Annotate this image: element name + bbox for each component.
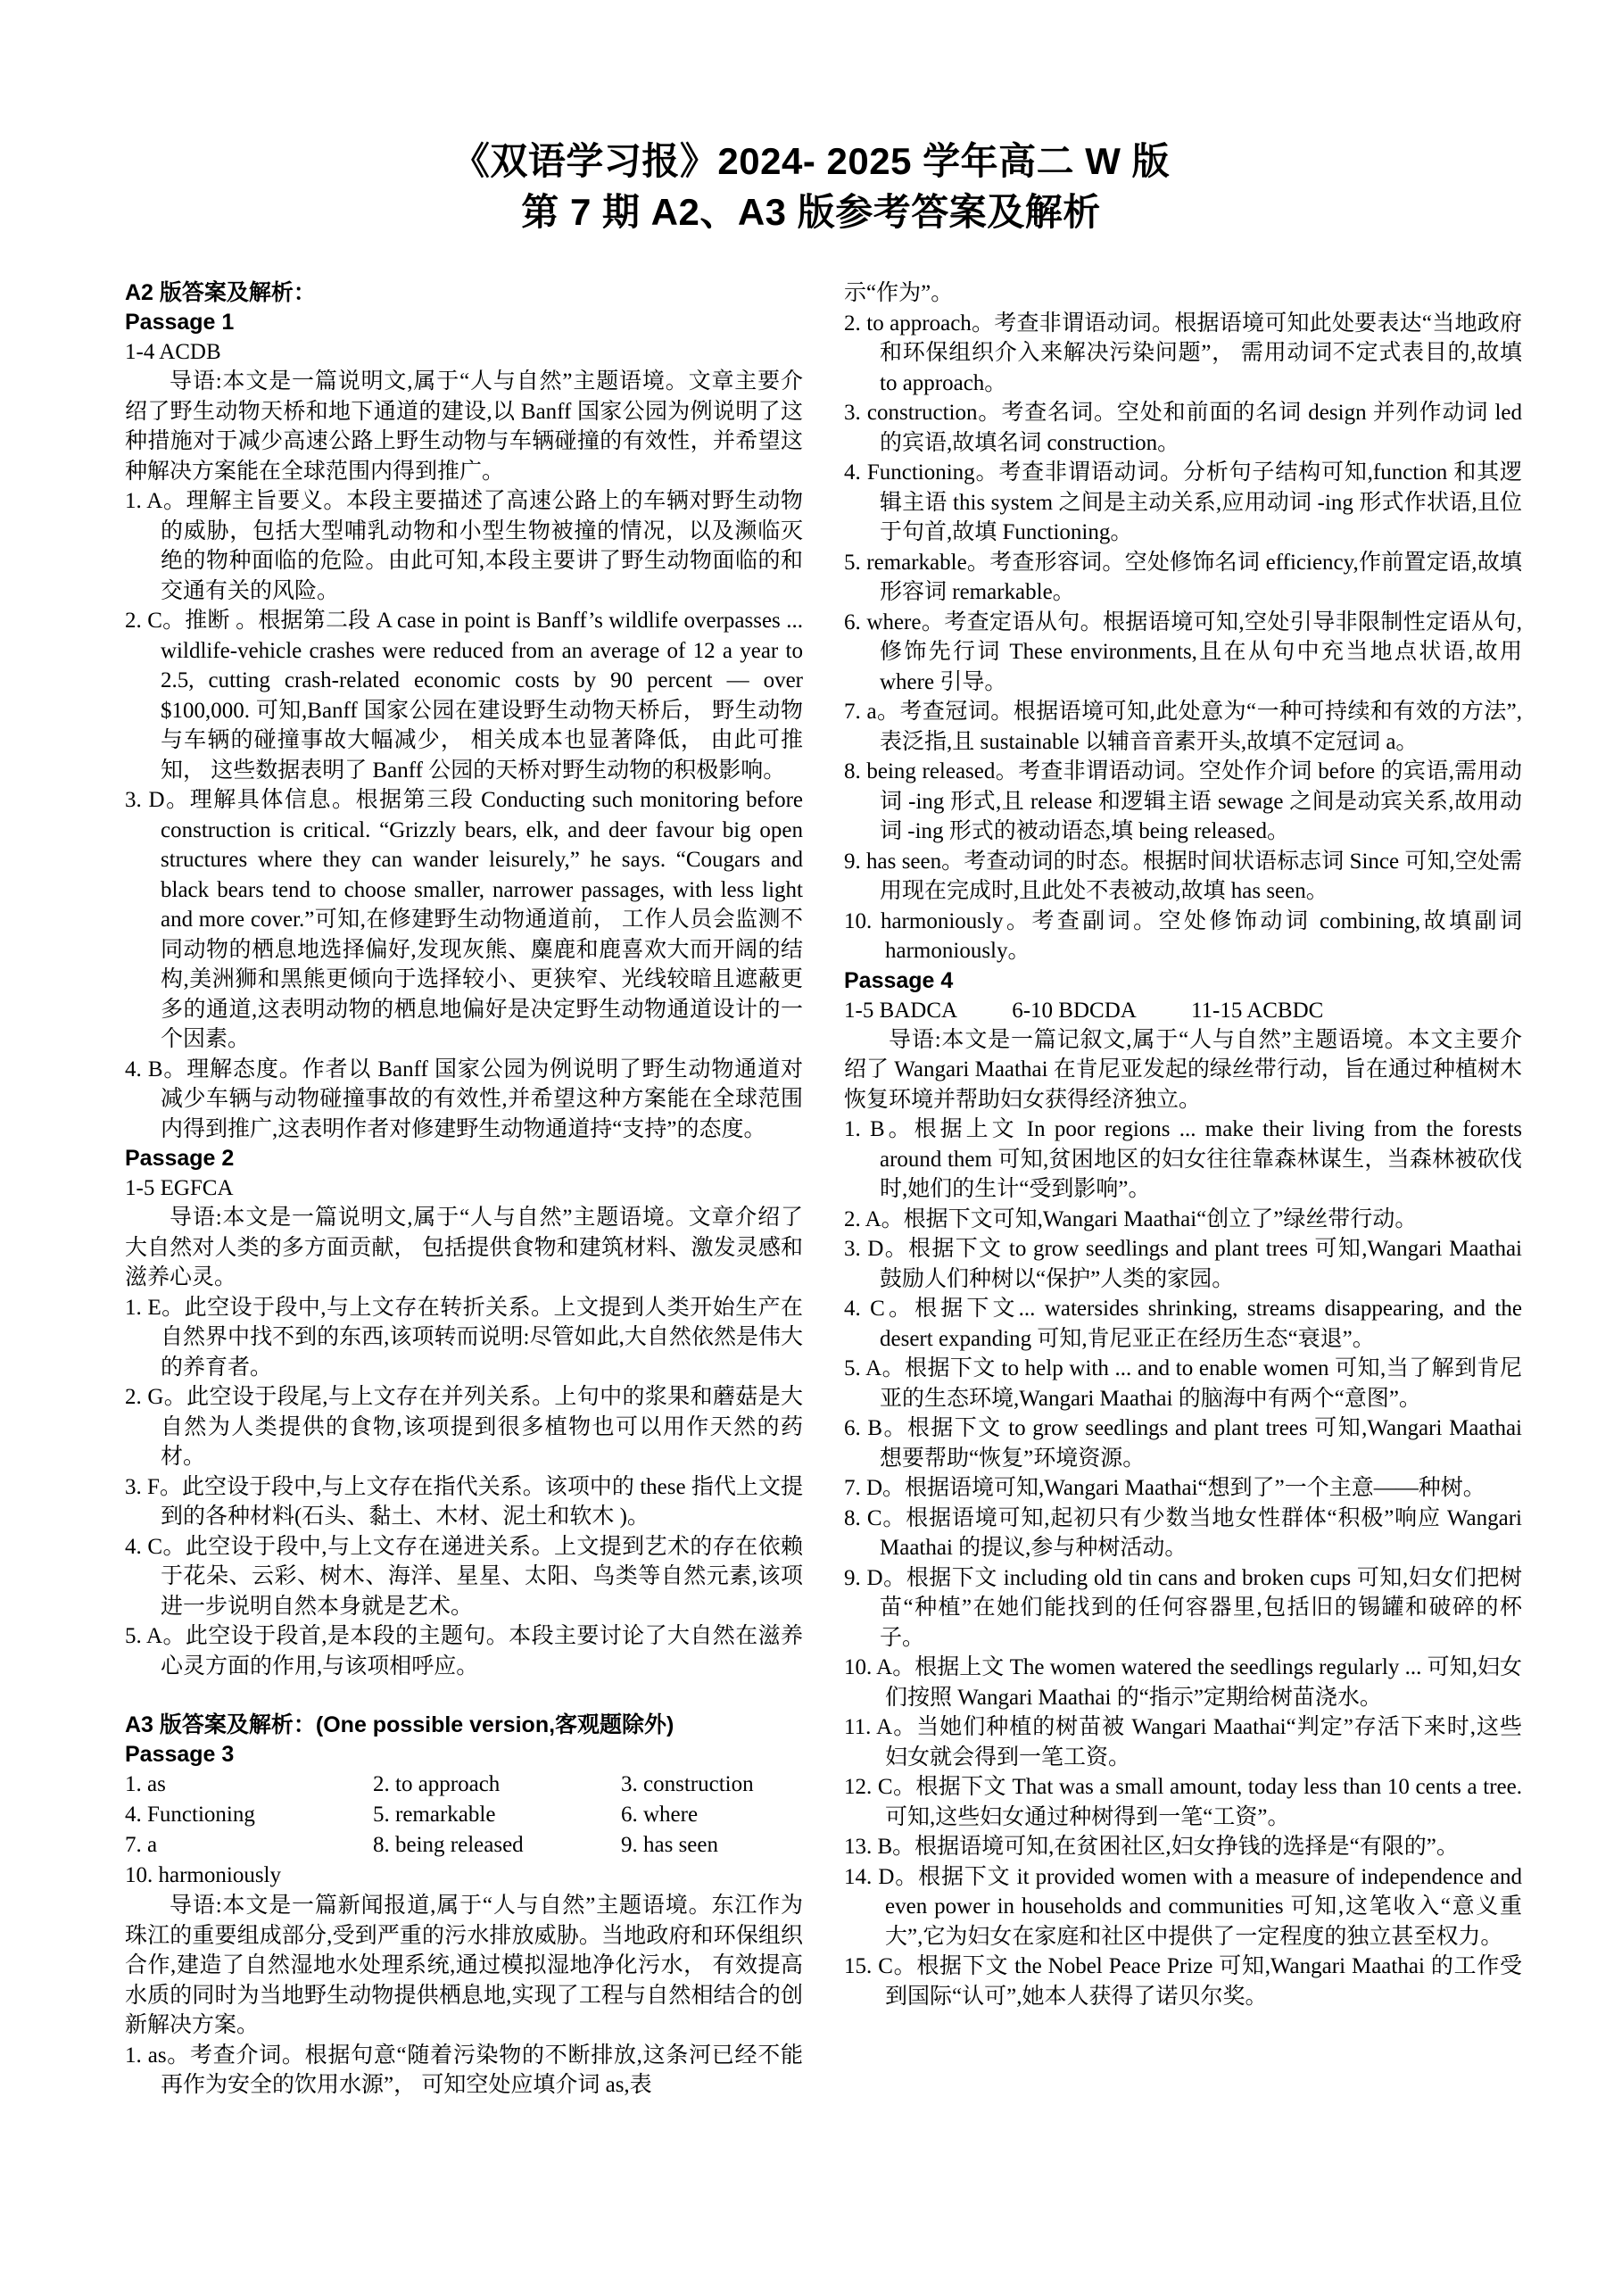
passage-4-item-10: 10. A。根据上文 The women watered the seedlings regularly ... 可知,妇女们按照 Wangari Maathai 的“指示”定期给树苗浇水。 bbox=[844, 1655, 1522, 1710]
passage-1-item-1: 1. A。理解主旨要义。本段主要描述了高速公路上的车辆对野生动物的威胁，包括大型哺乳动物和小型生物被撞的情况，以及濒临灭绝的物种面临的危险。由此可知,本段主要讲了野生动物面临的和交通有关的风险。 bbox=[125, 489, 803, 603]
passage-2-answer-key: 1-5 EGFCA bbox=[125, 1176, 234, 1200]
passage-4-answer-key-3: 11-15 ACBDC bbox=[1190, 998, 1324, 1023]
passage-2-item-4: 4. C。此空设于段中,与上文存在递进关系。上文提到艺术的存在依赖于花朵、云彩、树木、海洋、星星、太阳、鸟类等自然元素,该项进一步说明自然本身就是艺术。 bbox=[125, 1534, 803, 1619]
document-title bbox=[0, 0, 1622, 246]
section-divider-space bbox=[125, 1681, 803, 1711]
passage-4-lead: 导语:本文是一篇记叙文,属于“人与自然”主题语境。本文主要介绍了 Wangari Maathai 在肯尼亚发起的绿丝带行动，旨在通过种植树木恢复环境并帮助妇女获得经济独立。 bbox=[844, 1027, 1522, 1112]
passage-3-heading: Passage 3 bbox=[125, 1742, 235, 1767]
passage-4-item-6: 6. B。根据下文 to grow seedlings and plant trees 可知,Wangari Maathai 想要帮助“恢复”环境资源。 bbox=[844, 1416, 1522, 1471]
passage-4-answer-key-2: 6-10 BDCDA bbox=[1012, 998, 1136, 1023]
two-column-body bbox=[0, 278, 1622, 2101]
passage-3-blank-7: 7. a bbox=[125, 1833, 158, 1857]
passage-3-lead: 导语:本文是一篇新闻报道,属于“人与自然”主题语境。东江作为珠江的重要组成部分,受到严重的污水排放威胁。当地政府和环保组织合作,建造了自然湿地水处理系统,通过模拟湿地净化污水， 有效提高水质的同时为当地野生动物提供栖息地,实现了工程与自然相结合的创新解决方案。 bbox=[125, 1894, 803, 2037]
passage-3-item-3: 3. construction。考查名词。空处和前面的名词 design 并列作动词 led 的宾语,故填名词 construction。 bbox=[844, 401, 1522, 455]
passage-4-item-8: 8. C。根据语境可知,起初只有少数当地女性群体“积极”响应 Wangari Maathai 的提议,参与种树活动。 bbox=[844, 1505, 1522, 1560]
passage-4-item-2: 2. A。根据下文可知,Wangari Maathai“创立了”绿丝带行动。 bbox=[844, 1206, 1418, 1231]
passage-4-heading: Passage 4 bbox=[844, 967, 954, 993]
passage-3-blank-9: 9. has seen bbox=[621, 1833, 718, 1857]
passage-3-blank-6: 6. where bbox=[621, 1803, 699, 1827]
right-column bbox=[844, 278, 1522, 2101]
a3-section-heading: A3 版答案及解析：(One possible version,客观题除外) bbox=[125, 1712, 674, 1737]
passage-4-item-9: 9. D。根据下文 including old tin cans and broken cups 可知,妇女们把树苗“种植”在她们能找到的任何容器里,包括旧的锡罐和破碎的杯子。 bbox=[844, 1565, 1522, 1650]
passage-2-item-3: 3. F。此空设于段中,与上文存在指代关系。该项中的 these 指代上文提到的各种材料(石头、黏土、木材、泥土和软木 )。 bbox=[125, 1474, 803, 1529]
title-line-1: 《双语学习报》2024- 2025 学年高二 W 版 bbox=[451, 140, 1171, 182]
left-column bbox=[125, 278, 803, 2101]
passage-4-item-3: 3. D。根据下文 to grow seedlings and plant trees 可知,Wangari Maathai 鼓励人们种树以“保护”人类的家园。 bbox=[844, 1237, 1522, 1291]
passage-4-item-15: 15. C。根据下文 the Nobel Peace Prize 可知,Wangari Maathai 的工作受到国际“认可”,她本人获得了诺贝尔奖。 bbox=[844, 1954, 1522, 2009]
passage-3-blank-answers bbox=[125, 1770, 803, 1891]
passage-4-item-1: 1. B。根据上文 In poor regions ... make their living from the forests around them 可知,贫困地区的妇女往往靠森林谋生，当森林被砍伐时,她们的生计“受到影响”。 bbox=[844, 1117, 1522, 1201]
passage-2-item-2: 2. G。此空设于段尾,与上文存在并列关系。上句中的浆果和蘑菇是大自然为人类提供的食物,该项提到很多植物也可以用作天然的药材。 bbox=[125, 1385, 803, 1469]
passage-3-blank-3: 3. construction bbox=[621, 1772, 754, 1796]
passage-2-item-5: 5. A。此空设于段首,是本段的主题句。本段主要讨论了大自然在滋养心灵方面的作用,与该项相呼应。 bbox=[125, 1624, 803, 1678]
passage-4-item-11: 11. A。当她们种植的树苗被 Wangari Maathai“判定”存活下来时,这些妇女就会得到一笔工资。 bbox=[844, 1715, 1522, 1770]
passage-3-item-10: 10. harmoniously。考查副词。空处修饰动词 combining,故填副词 harmoniously。 bbox=[844, 908, 1522, 963]
passage-4-item-4: 4. C。根据下文... watersides shrinking, streams disappearing, and the desert expanding 可知,肯尼亚正在经历生态“衰退”。 bbox=[844, 1297, 1522, 1351]
passage-2-lead: 导语:本文是一篇说明文,属于“人与自然”主题语境。文章介绍了大自然对人类的多方面贡献， 包括提供食物和建筑材料、激发灵感和滋养心灵。 bbox=[125, 1206, 803, 1289]
a2-section-heading: A2 版答案及解析： bbox=[125, 280, 316, 305]
passage-3-blank-2: 2. to approach bbox=[373, 1772, 501, 1796]
passage-3-item-1-continued: 示“作为”。 bbox=[844, 281, 954, 305]
passage-1-lead: 导语:本文是一篇说明文,属于“人与自然”主题语境。文章主要介绍了野生动物天桥和地下通道的建设,以 Banff 国家公园为例说明了这种措施对于减少高速公路上野生动物与车辆碰撞的有效性，并希望这种解决方案能在全球范围内得到推广。 bbox=[125, 369, 803, 484]
passage-3-item-7: 7. a。考查冠词。根据语境可知,此处意为“一种可持续和有效的方法”,表泛指,且 sustainable 以辅音音素开头,故填不定冠词 a。 bbox=[844, 700, 1522, 754]
passage-2-item-1: 1. E。此空设于段中,与上文存在转折关系。上文提到人类开始生产在自然界中找不到的东西,该项转而说明:尽管如此,大自然依然是伟大的养育者。 bbox=[125, 1295, 803, 1380]
passage-4-item-13: 13. B。根据语境可知,在贫困社区,妇女挣钱的选择是“有限的”。 bbox=[844, 1835, 1459, 1859]
passage-4-answer-keys bbox=[844, 996, 1522, 1025]
title-line-2: 第 7 期 A2、A3 版参考答案及解析 bbox=[521, 191, 1101, 233]
passage-3-item-9: 9. has seen。考查动词的时态。根据时间状语标志词 Since 可知,空处需用现在完成时,且此处不表被动,故填 has seen。 bbox=[844, 849, 1522, 903]
passage-4-item-12: 12. C。根据下文 That was a small amount, today less than 10 cents a tree.可知,这些妇女通过种树得到一笔“工资”。 bbox=[844, 1775, 1522, 1829]
passage-2-heading: Passage 2 bbox=[125, 1146, 235, 1171]
passage-4-item-7: 7. D。根据语境可知,Wangari Maathai“想到了”一个主意——种树。 bbox=[844, 1476, 1485, 1500]
passage-3-item-8: 8. being released。考查非谓语动词。空处作介词 before 的宾语,需用动词 -ing 形式,且 release 和逻辑主语 sewage 之间是动宾关系,故用动词 -ing 形式的被动语态,填 being released。 bbox=[844, 759, 1522, 843]
passage-1-item-3: 3. D。理解具体信息。根据第三段 Conducting such monitoring before construction is critical. “Grizzly bears, elk, and deer favour big open structures where they can wander leisurely,” he says. “Cougars and black bears tend to choose smaller, narrower passages, with less light and more cover.”可知,在修建野生动物通道前， 工作人员会监测不同动物的栖息地选择偏好,发现灰熊、麋鹿和鹿喜欢大而开阔的结构,美洲狮和黑熊更倾向于选择较小、更狭窄、光线较暗且遮蔽更多的通道,这表明动物的栖息地偏好是决定野生动物通道设计的一个因素。 bbox=[125, 788, 803, 1051]
passage-4-item-14: 14. D。根据下文 it provided women with a measure of independence and even power in households and communities 可知,这笔收入“意义重大”,它为妇女在家庭和社区中提供了一定程度的独立甚至权力。 bbox=[844, 1864, 1522, 1949]
passage-4-item-5: 5. A。根据下文 to help with ... and to enable women 可知,当了解到肯尼亚的生态环境,Wangari Maathai 的脑海中有两个“意图”。 bbox=[844, 1356, 1522, 1411]
passage-1-item-4: 4. B。理解态度。作者以 Banff 国家公园为例说明了野生动物通道对减少车辆与动物碰撞事故的有效性,并希望这种方案能在全球范围内得到推广,这表明作者对修建野生动物通道持“支持”的态度。 bbox=[125, 1057, 803, 1141]
passage-1-answer-key: 1-4 ACDB bbox=[125, 340, 221, 364]
passage-4-answer-key-1: 1-5 BADCA bbox=[844, 998, 956, 1023]
passage-3-blank-5: 5. remarkable bbox=[373, 1803, 496, 1827]
passage-3-blank-8: 8. being released bbox=[373, 1833, 524, 1857]
passage-3-blank-1: 1. as bbox=[125, 1772, 166, 1796]
passage-3-item-1: 1. as。考查介词。根据句意“随着污染物的不断排放,这条河已经不能再作为安全的饮用水源”， 可知空处应填介词 as,表 bbox=[125, 2043, 803, 2097]
passage-3-blank-4: 4. Functioning bbox=[125, 1803, 255, 1827]
passage-3-item-4: 4. Functioning。考查非谓语动词。分析句子结构可知,function 和其逻辑主语 this system 之间是主动关系,应用动词 -ing 形式作状语,且位于句首,故填 Functioning。 bbox=[844, 460, 1522, 544]
passage-3-item-2: 2. to approach。考查非谓语动词。根据语境可知此处要表达“当地政府和环保组织介入来解决污染问题”， 需用动词不定式表目的,故填 to approach。 bbox=[844, 311, 1522, 395]
passage-1-heading: Passage 1 bbox=[125, 310, 235, 335]
passage-3-blank-10: 10. harmoniously bbox=[125, 1863, 281, 1887]
passage-3-item-5: 5. remarkable。考查形容词。空处修饰名词 efficiency,作前置定语,故填形容词 remarkable。 bbox=[844, 550, 1522, 604]
passage-1-item-2: 2. C。推断 。根据第二段 A case in point is Banff’s wildlife overpasses ... wildlife-vehicle crashes were reduced from an average of 12 a year to 2.5, cutting crash-related economic costs by 90 percent — over $100,000. 可知,Banff 国家公园在建设野生动物天桥后， 野生动物与车辆的碰撞事故大幅减少， 相关成本也显著降低， 由此可推知， 这些数据表明了 Banff 公园的天桥对野生动物的积极影响。 bbox=[125, 609, 803, 783]
passage-3-item-6: 6. where。考查定语从句。根据语境可知,空处引导非限制性定语从句,修饰先行词 These environments,且在从句中充当地点状语,故用 where 引导。 bbox=[844, 609, 1522, 694]
